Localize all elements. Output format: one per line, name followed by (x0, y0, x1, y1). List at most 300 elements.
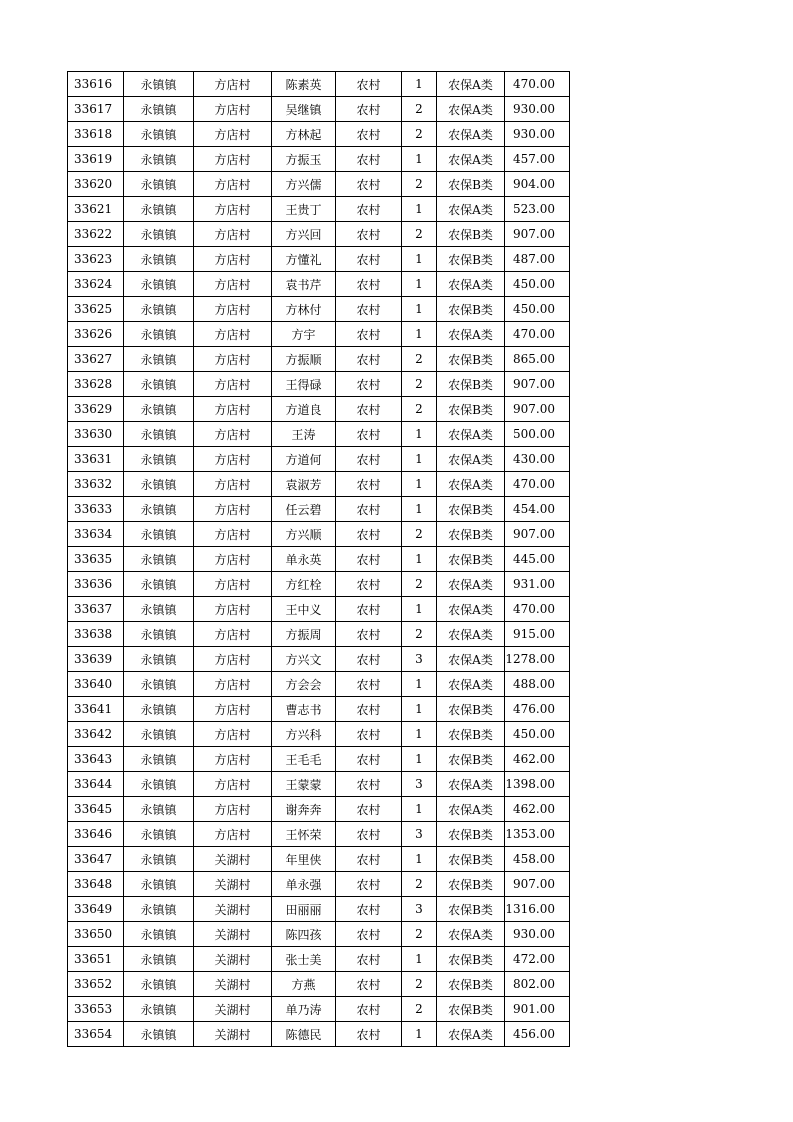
person-name-cell: 方兴文 (272, 647, 336, 672)
town-cell: 永镇镇 (124, 72, 194, 97)
amount-cell: 1278.00 (505, 647, 570, 672)
village-cell: 方店村 (194, 197, 272, 222)
household-type-cell: 农村 (336, 497, 402, 522)
member-count-cell: 1 (402, 797, 437, 822)
table-row (68, 122, 570, 147)
member-count-cell: 1 (402, 447, 437, 472)
household-type-cell: 农村 (336, 1022, 402, 1047)
record-id-cell: 33648 (68, 872, 124, 897)
household-type-cell: 农村 (336, 97, 402, 122)
record-id-cell: 33622 (68, 222, 124, 247)
person-name-cell: 陈素英 (272, 72, 336, 97)
person-name-cell: 王毛毛 (272, 747, 336, 772)
record-id-cell: 33642 (68, 722, 124, 747)
village-cell: 关湖村 (194, 972, 272, 997)
village-cell: 关湖村 (194, 847, 272, 872)
town-cell: 永镇镇 (124, 647, 194, 672)
village-cell: 关湖村 (194, 997, 272, 1022)
record-id-cell: 33633 (68, 497, 124, 522)
category-cell: 农保A类 (437, 622, 505, 647)
town-cell: 永镇镇 (124, 997, 194, 1022)
village-cell: 方店村 (194, 672, 272, 697)
amount-cell: 802.00 (505, 972, 570, 997)
record-id-cell: 33619 (68, 147, 124, 172)
town-cell: 永镇镇 (124, 722, 194, 747)
table-row (68, 347, 570, 372)
household-type-cell: 农村 (336, 897, 402, 922)
village-cell: 方店村 (194, 622, 272, 647)
amount-cell: 488.00 (505, 672, 570, 697)
member-count-cell: 2 (402, 622, 437, 647)
member-count-cell: 1 (402, 422, 437, 447)
table-row (68, 1022, 570, 1047)
village-cell: 方店村 (194, 72, 272, 97)
person-name-cell: 任云碧 (272, 497, 336, 522)
village-cell: 方店村 (194, 447, 272, 472)
table-row (68, 572, 570, 597)
record-id-cell: 33643 (68, 747, 124, 772)
member-count-cell: 1 (402, 597, 437, 622)
household-type-cell: 农村 (336, 672, 402, 697)
member-count-cell: 2 (402, 97, 437, 122)
record-id-cell: 33637 (68, 597, 124, 622)
record-id-cell: 33620 (68, 172, 124, 197)
amount-cell: 523.00 (505, 197, 570, 222)
person-name-cell: 方懂礼 (272, 247, 336, 272)
category-cell: 农保A类 (437, 322, 505, 347)
household-type-cell: 农村 (336, 472, 402, 497)
household-type-cell: 农村 (336, 522, 402, 547)
person-name-cell: 年里侠 (272, 847, 336, 872)
village-cell: 方店村 (194, 797, 272, 822)
amount-cell: 457.00 (505, 147, 570, 172)
person-name-cell: 方林起 (272, 122, 336, 147)
table-row (68, 197, 570, 222)
category-cell: 农保A类 (437, 922, 505, 947)
table-row (68, 247, 570, 272)
record-id-cell: 33627 (68, 347, 124, 372)
person-name-cell: 田丽丽 (272, 897, 336, 922)
person-name-cell: 袁书芹 (272, 272, 336, 297)
town-cell: 永镇镇 (124, 772, 194, 797)
household-type-cell: 农村 (336, 872, 402, 897)
table-row (68, 597, 570, 622)
village-cell: 方店村 (194, 747, 272, 772)
town-cell: 永镇镇 (124, 372, 194, 397)
person-name-cell: 王蒙蒙 (272, 772, 336, 797)
household-type-cell: 农村 (336, 722, 402, 747)
record-id-cell: 33635 (68, 547, 124, 572)
town-cell: 永镇镇 (124, 872, 194, 897)
table-row (68, 747, 570, 772)
category-cell: 农保B类 (437, 747, 505, 772)
member-count-cell: 1 (402, 947, 437, 972)
table-row (68, 297, 570, 322)
category-cell: 农保A类 (437, 672, 505, 697)
table-row (68, 872, 570, 897)
town-cell: 永镇镇 (124, 397, 194, 422)
table-row (68, 472, 570, 497)
household-type-cell: 农村 (336, 747, 402, 772)
member-count-cell: 1 (402, 847, 437, 872)
amount-cell: 1398.00 (505, 772, 570, 797)
table-row (68, 772, 570, 797)
member-count-cell: 2 (402, 572, 437, 597)
village-cell: 方店村 (194, 297, 272, 322)
town-cell: 永镇镇 (124, 947, 194, 972)
category-cell: 农保B类 (437, 872, 505, 897)
category-cell: 农保A类 (437, 597, 505, 622)
table-row (68, 497, 570, 522)
person-name-cell: 陈德民 (272, 1022, 336, 1047)
person-name-cell: 吴继镇 (272, 97, 336, 122)
record-id-cell: 33632 (68, 472, 124, 497)
village-cell: 方店村 (194, 172, 272, 197)
category-cell: 农保B类 (437, 397, 505, 422)
town-cell: 永镇镇 (124, 197, 194, 222)
person-name-cell: 方兴科 (272, 722, 336, 747)
category-cell: 农保B类 (437, 822, 505, 847)
town-cell: 永镇镇 (124, 297, 194, 322)
person-name-cell: 王怀荣 (272, 822, 336, 847)
category-cell: 农保B类 (437, 347, 505, 372)
household-type-cell: 农村 (336, 347, 402, 372)
person-name-cell: 方道良 (272, 397, 336, 422)
person-name-cell: 谢奔奔 (272, 797, 336, 822)
record-id-cell: 33617 (68, 97, 124, 122)
amount-cell: 915.00 (505, 622, 570, 647)
record-id-cell: 33629 (68, 397, 124, 422)
record-id-cell: 33650 (68, 922, 124, 947)
household-type-cell: 农村 (336, 72, 402, 97)
village-cell: 关湖村 (194, 947, 272, 972)
person-name-cell: 王贵丁 (272, 197, 336, 222)
town-cell: 永镇镇 (124, 622, 194, 647)
record-id-cell: 33651 (68, 947, 124, 972)
record-id-cell: 33636 (68, 572, 124, 597)
member-count-cell: 3 (402, 822, 437, 847)
category-cell: 农保A类 (437, 447, 505, 472)
village-cell: 方店村 (194, 97, 272, 122)
amount-cell: 462.00 (505, 797, 570, 822)
category-cell: 农保B类 (437, 497, 505, 522)
town-cell: 永镇镇 (124, 572, 194, 597)
amount-cell: 907.00 (505, 872, 570, 897)
town-cell: 永镇镇 (124, 597, 194, 622)
person-name-cell: 方会会 (272, 672, 336, 697)
record-id-cell: 33641 (68, 697, 124, 722)
village-cell: 方店村 (194, 647, 272, 672)
table-row (68, 147, 570, 172)
category-cell: 农保A类 (437, 797, 505, 822)
village-cell: 方店村 (194, 322, 272, 347)
category-cell: 农保A类 (437, 122, 505, 147)
amount-cell: 472.00 (505, 947, 570, 972)
member-count-cell: 2 (402, 522, 437, 547)
amount-cell: 865.00 (505, 347, 570, 372)
table-row (68, 222, 570, 247)
village-cell: 方店村 (194, 122, 272, 147)
household-type-cell: 农村 (336, 922, 402, 947)
amount-cell: 907.00 (505, 372, 570, 397)
village-cell: 方店村 (194, 372, 272, 397)
person-name-cell: 方兴顺 (272, 522, 336, 547)
amount-cell: 930.00 (505, 97, 570, 122)
member-count-cell: 1 (402, 1022, 437, 1047)
person-name-cell: 方兴回 (272, 222, 336, 247)
amount-cell: 450.00 (505, 297, 570, 322)
category-cell: 农保A类 (437, 97, 505, 122)
town-cell: 永镇镇 (124, 697, 194, 722)
person-name-cell: 张士美 (272, 947, 336, 972)
amount-cell: 901.00 (505, 997, 570, 1022)
member-count-cell: 2 (402, 222, 437, 247)
amount-cell: 930.00 (505, 122, 570, 147)
record-id-cell: 33644 (68, 772, 124, 797)
record-id-cell: 33645 (68, 797, 124, 822)
amount-cell: 476.00 (505, 697, 570, 722)
category-cell: 农保A类 (437, 72, 505, 97)
table-row (68, 647, 570, 672)
person-name-cell: 方道何 (272, 447, 336, 472)
person-name-cell: 单永英 (272, 547, 336, 572)
town-cell: 永镇镇 (124, 497, 194, 522)
amount-cell: 931.00 (505, 572, 570, 597)
amount-cell: 430.00 (505, 447, 570, 472)
town-cell: 永镇镇 (124, 522, 194, 547)
record-id-cell: 33618 (68, 122, 124, 147)
village-cell: 关湖村 (194, 922, 272, 947)
household-type-cell: 农村 (336, 822, 402, 847)
records-table (67, 71, 570, 1047)
member-count-cell: 1 (402, 547, 437, 572)
member-count-cell: 1 (402, 147, 437, 172)
member-count-cell: 1 (402, 497, 437, 522)
person-name-cell: 方振玉 (272, 147, 336, 172)
member-count-cell: 2 (402, 922, 437, 947)
record-id-cell: 33624 (68, 272, 124, 297)
village-cell: 方店村 (194, 697, 272, 722)
village-cell: 方店村 (194, 522, 272, 547)
amount-cell: 904.00 (505, 172, 570, 197)
category-cell: 农保A类 (437, 197, 505, 222)
household-type-cell: 农村 (336, 572, 402, 597)
household-type-cell: 农村 (336, 797, 402, 822)
category-cell: 农保B类 (437, 972, 505, 997)
member-count-cell: 1 (402, 672, 437, 697)
member-count-cell: 1 (402, 697, 437, 722)
category-cell: 农保B类 (437, 697, 505, 722)
amount-cell: 462.00 (505, 747, 570, 772)
amount-cell: 450.00 (505, 272, 570, 297)
member-count-cell: 1 (402, 72, 437, 97)
household-type-cell: 农村 (336, 597, 402, 622)
member-count-cell: 2 (402, 397, 437, 422)
category-cell: 农保B类 (437, 172, 505, 197)
member-count-cell: 3 (402, 772, 437, 797)
table-row (68, 622, 570, 647)
person-name-cell: 王得碌 (272, 372, 336, 397)
household-type-cell: 农村 (336, 447, 402, 472)
amount-cell: 470.00 (505, 597, 570, 622)
person-name-cell: 曹志书 (272, 697, 336, 722)
category-cell: 农保B类 (437, 897, 505, 922)
household-type-cell: 农村 (336, 197, 402, 222)
household-type-cell: 农村 (336, 547, 402, 572)
record-id-cell: 33653 (68, 997, 124, 1022)
village-cell: 方店村 (194, 347, 272, 372)
town-cell: 永镇镇 (124, 847, 194, 872)
record-id-cell: 33623 (68, 247, 124, 272)
household-type-cell: 农村 (336, 122, 402, 147)
town-cell: 永镇镇 (124, 247, 194, 272)
person-name-cell: 方红栓 (272, 572, 336, 597)
village-cell: 方店村 (194, 822, 272, 847)
record-id-cell: 33625 (68, 297, 124, 322)
person-name-cell: 方燕 (272, 972, 336, 997)
person-name-cell: 方宇 (272, 322, 336, 347)
table-row (68, 822, 570, 847)
household-type-cell: 农村 (336, 372, 402, 397)
records-table-body (68, 72, 570, 1047)
amount-cell: 470.00 (505, 472, 570, 497)
record-id-cell: 33654 (68, 1022, 124, 1047)
household-type-cell: 农村 (336, 847, 402, 872)
village-cell: 方店村 (194, 472, 272, 497)
town-cell: 永镇镇 (124, 222, 194, 247)
category-cell: 农保B类 (437, 547, 505, 572)
member-count-cell: 3 (402, 647, 437, 672)
category-cell: 农保A类 (437, 572, 505, 597)
category-cell: 农保A类 (437, 647, 505, 672)
amount-cell: 907.00 (505, 397, 570, 422)
table-row (68, 172, 570, 197)
village-cell: 关湖村 (194, 1022, 272, 1047)
amount-cell: 470.00 (505, 322, 570, 347)
table-row (68, 722, 570, 747)
member-count-cell: 1 (402, 247, 437, 272)
village-cell: 方店村 (194, 572, 272, 597)
record-id-cell: 33649 (68, 897, 124, 922)
village-cell: 方店村 (194, 597, 272, 622)
table-row (68, 922, 570, 947)
village-cell: 方店村 (194, 497, 272, 522)
amount-cell: 470.00 (505, 72, 570, 97)
record-id-cell: 33626 (68, 322, 124, 347)
household-type-cell: 农村 (336, 947, 402, 972)
village-cell: 方店村 (194, 247, 272, 272)
category-cell: 农保B类 (437, 997, 505, 1022)
table-row (68, 897, 570, 922)
town-cell: 永镇镇 (124, 172, 194, 197)
category-cell: 农保B类 (437, 722, 505, 747)
person-name-cell: 单乃涛 (272, 997, 336, 1022)
table-row (68, 797, 570, 822)
amount-cell: 487.00 (505, 247, 570, 272)
person-name-cell: 王中义 (272, 597, 336, 622)
amount-cell: 1353.00 (505, 822, 570, 847)
village-cell: 方店村 (194, 422, 272, 447)
category-cell: 农保B类 (437, 847, 505, 872)
household-type-cell: 农村 (336, 622, 402, 647)
record-id-cell: 33630 (68, 422, 124, 447)
town-cell: 永镇镇 (124, 672, 194, 697)
village-cell: 关湖村 (194, 897, 272, 922)
household-type-cell: 农村 (336, 297, 402, 322)
household-type-cell: 农村 (336, 772, 402, 797)
category-cell: 农保A类 (437, 772, 505, 797)
member-count-cell: 1 (402, 747, 437, 772)
table-row (68, 72, 570, 97)
member-count-cell: 2 (402, 172, 437, 197)
town-cell: 永镇镇 (124, 147, 194, 172)
table-row (68, 322, 570, 347)
amount-cell: 450.00 (505, 722, 570, 747)
table-row (68, 697, 570, 722)
member-count-cell: 2 (402, 347, 437, 372)
member-count-cell: 2 (402, 997, 437, 1022)
town-cell: 永镇镇 (124, 472, 194, 497)
record-id-cell: 33647 (68, 847, 124, 872)
amount-cell: 1316.00 (505, 897, 570, 922)
member-count-cell: 2 (402, 972, 437, 997)
household-type-cell: 农村 (336, 697, 402, 722)
record-id-cell: 33621 (68, 197, 124, 222)
person-name-cell: 方振顺 (272, 347, 336, 372)
table-row (68, 997, 570, 1022)
table-row (68, 97, 570, 122)
amount-cell: 907.00 (505, 222, 570, 247)
table-row (68, 372, 570, 397)
village-cell: 方店村 (194, 722, 272, 747)
village-cell: 方店村 (194, 547, 272, 572)
table-row (68, 397, 570, 422)
table-row (68, 447, 570, 472)
person-name-cell: 单永强 (272, 872, 336, 897)
table-row (68, 547, 570, 572)
village-cell: 方店村 (194, 397, 272, 422)
village-cell: 方店村 (194, 272, 272, 297)
member-count-cell: 1 (402, 722, 437, 747)
category-cell: 农保A类 (437, 422, 505, 447)
record-id-cell: 33652 (68, 972, 124, 997)
category-cell: 农保B类 (437, 222, 505, 247)
amount-cell: 445.00 (505, 547, 570, 572)
table-row (68, 972, 570, 997)
town-cell: 永镇镇 (124, 897, 194, 922)
town-cell: 永镇镇 (124, 822, 194, 847)
town-cell: 永镇镇 (124, 747, 194, 772)
member-count-cell: 3 (402, 897, 437, 922)
village-cell: 方店村 (194, 772, 272, 797)
household-type-cell: 农村 (336, 397, 402, 422)
table-row (68, 672, 570, 697)
amount-cell: 454.00 (505, 497, 570, 522)
village-cell: 关湖村 (194, 872, 272, 897)
member-count-cell: 1 (402, 322, 437, 347)
town-cell: 永镇镇 (124, 422, 194, 447)
amount-cell: 500.00 (505, 422, 570, 447)
town-cell: 永镇镇 (124, 322, 194, 347)
household-type-cell: 农村 (336, 997, 402, 1022)
town-cell: 永镇镇 (124, 122, 194, 147)
town-cell: 永镇镇 (124, 797, 194, 822)
table-row (68, 422, 570, 447)
person-name-cell: 方兴儒 (272, 172, 336, 197)
town-cell: 永镇镇 (124, 347, 194, 372)
member-count-cell: 1 (402, 197, 437, 222)
amount-cell: 456.00 (505, 1022, 570, 1047)
